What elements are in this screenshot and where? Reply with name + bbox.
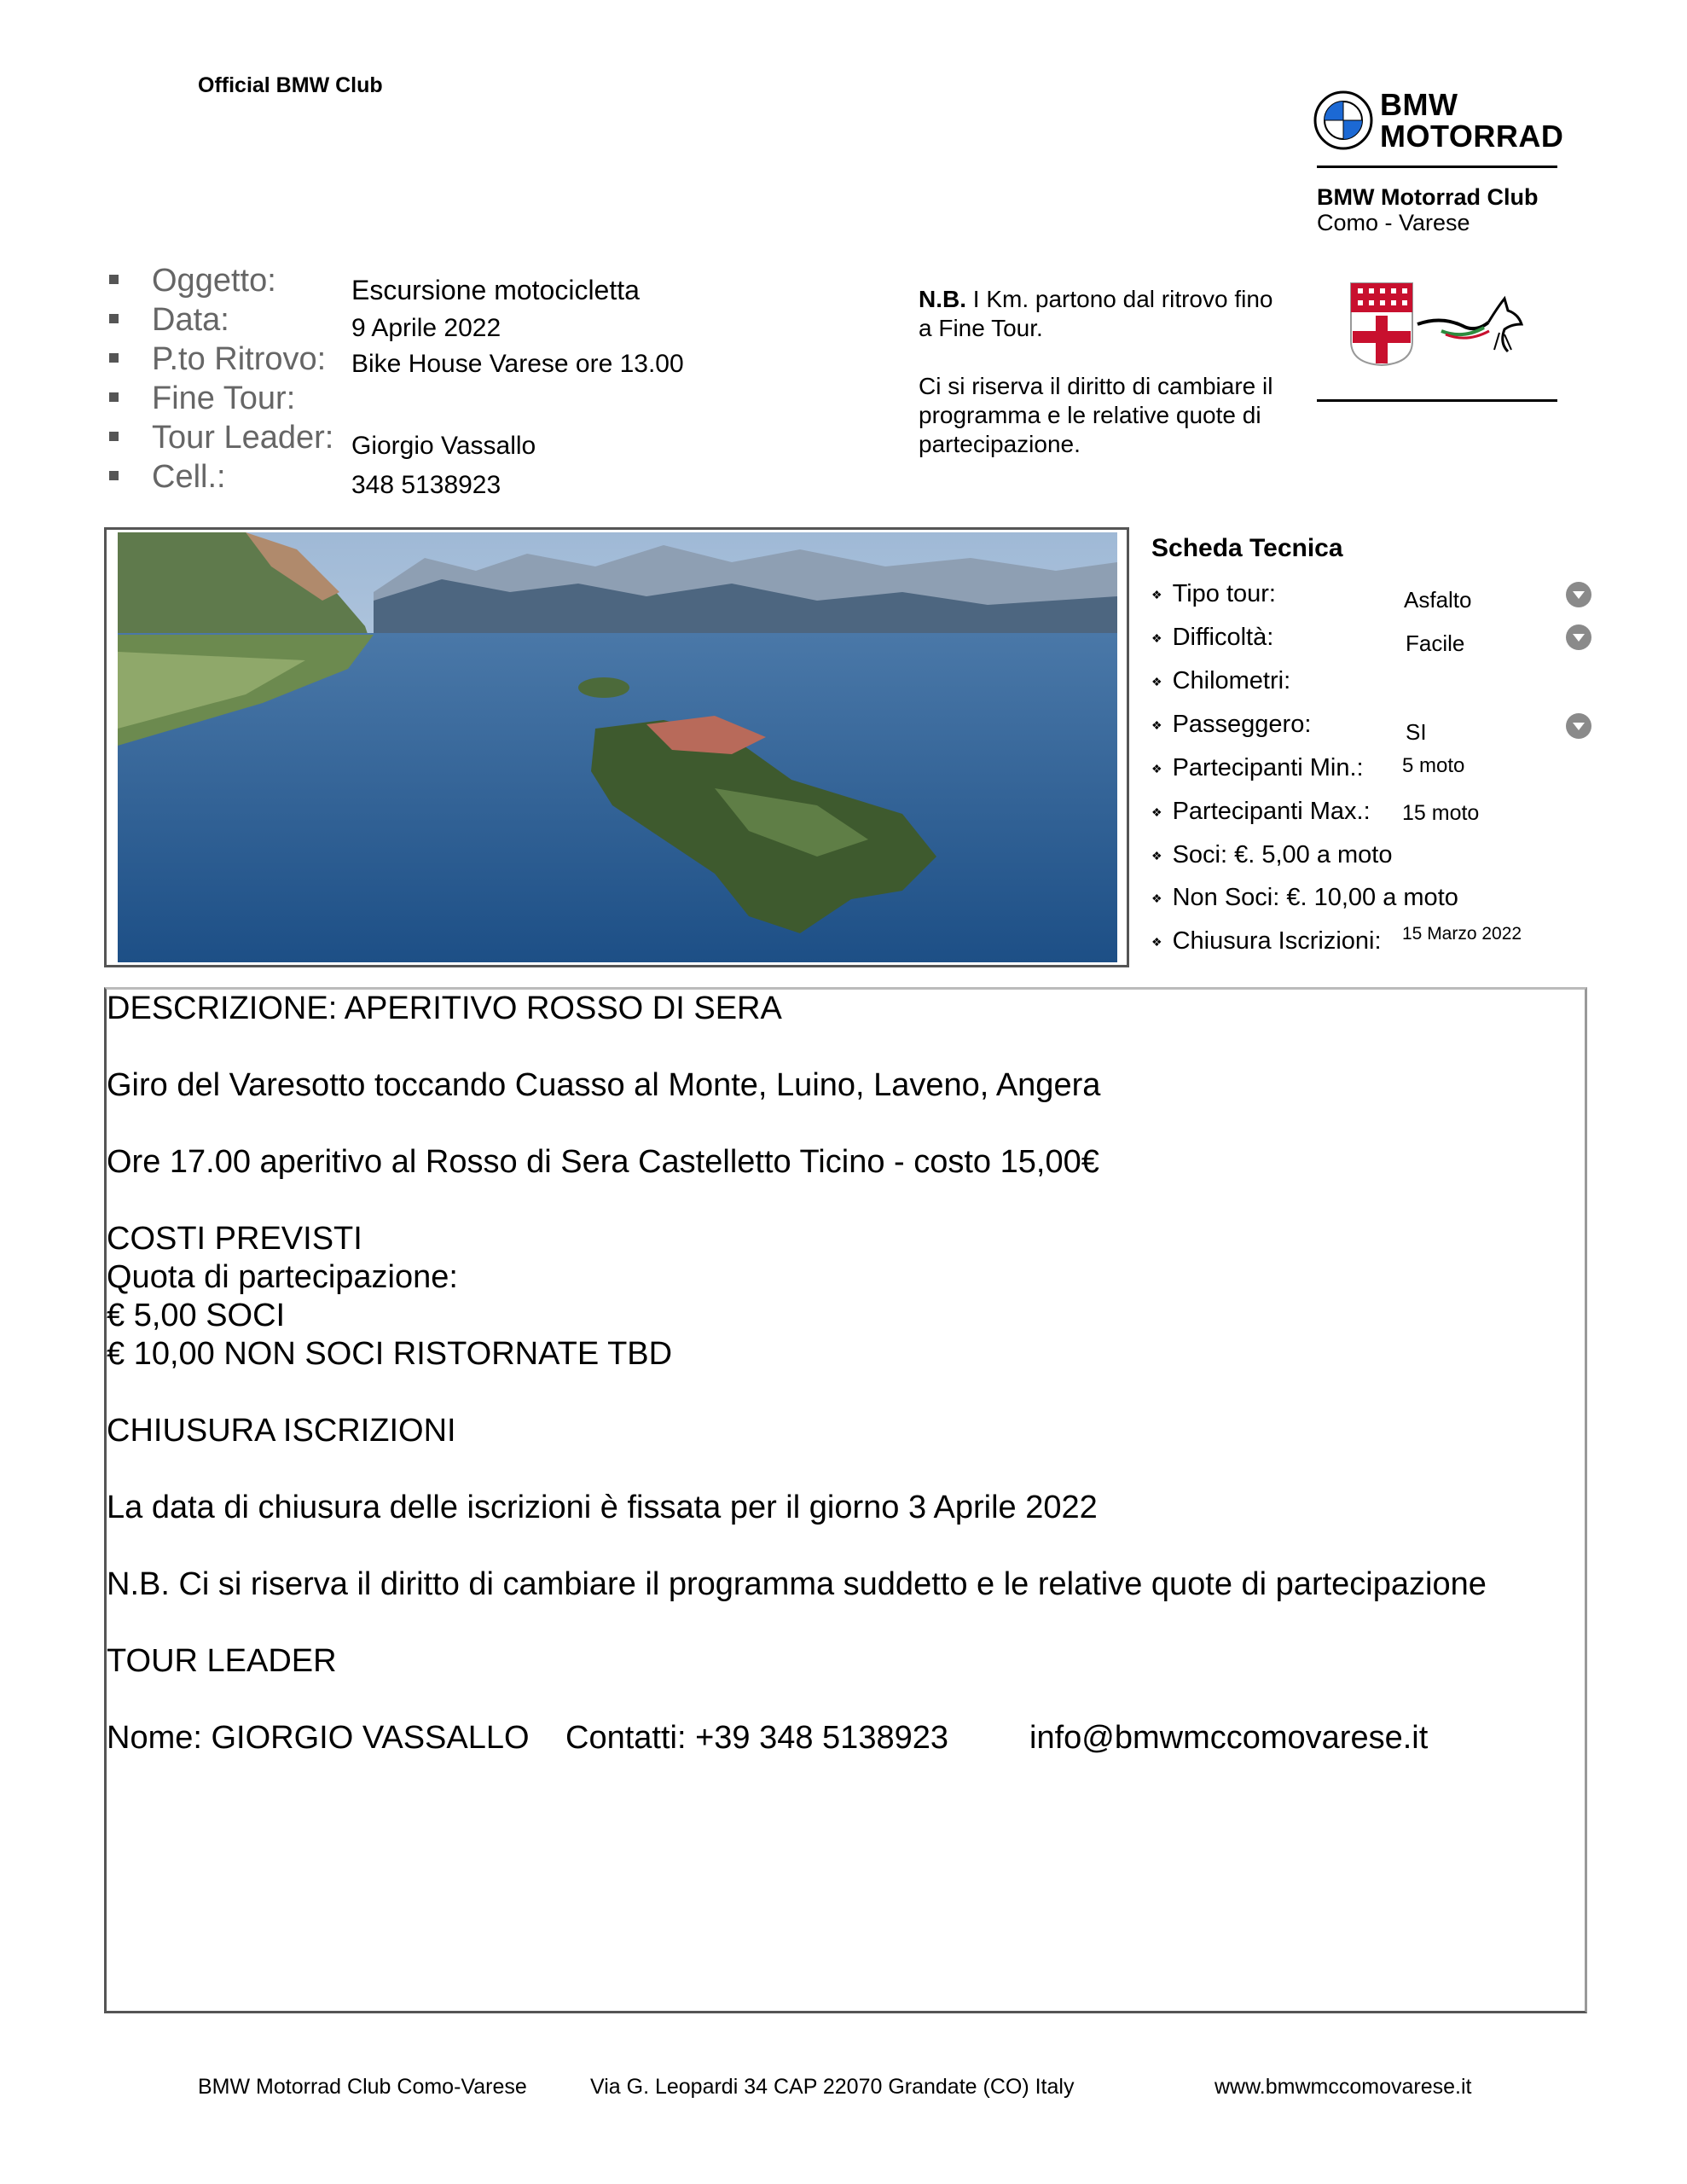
spec-label: ❖ Partecipanti Min.:	[1151, 754, 1364, 782]
bullet-icon	[109, 471, 119, 480]
info-value: Bike House Varese ore 13.00	[351, 350, 684, 378]
divider-top	[1317, 166, 1557, 168]
spec-label: ❖ Chiusura Iscrizioni:	[1151, 927, 1382, 956]
club-bird-emblem-icon	[1416, 290, 1527, 358]
bullet-icon	[109, 353, 119, 363]
spec-value: 15 moto	[1402, 801, 1480, 825]
leader-name: Nome: GIORGIO VASSALLO	[107, 1720, 530, 1756]
closing-date: La data di chiusura delle iscrizioni è fissata per il giorno 3 Aprile 2022	[107, 1490, 1098, 1525]
nb-line-2: Ci si riserva il diritto di cambiare il programma e le relative quote di partecipazione.	[919, 373, 1273, 457]
info-value: Giorgio Vassallo	[351, 432, 536, 460]
bullet-icon	[109, 275, 119, 284]
nb-note	[919, 285, 1277, 488]
info-label: P.to Ritrovo:	[152, 341, 327, 377]
footer-address: Via G. Leopardi 34 CAP 22070 Grandate (CO) Italy	[590, 2075, 1075, 2099]
spec-label: ❖ Partecipanti Max.:	[1151, 798, 1371, 826]
spec-label: ❖ Passeggero:	[1151, 711, 1311, 739]
official-club-label: Official BMW Club	[198, 73, 383, 97]
spec-label: ❖ Non Soci: €. 10,00 a moto	[1151, 884, 1458, 912]
spec-label: ❖ Difficoltà:	[1151, 624, 1273, 652]
footer-club: BMW Motorrad Club Como-Varese	[198, 2075, 527, 2099]
passeggero-dropdown-icon[interactable]	[1566, 713, 1591, 739]
divider-bottom	[1317, 399, 1557, 402]
brand-line-2: MOTORRAD	[1380, 119, 1564, 154]
nb-line-1: I Km. partono dal ritrovo fino a Fine Tour.	[919, 286, 1273, 341]
spec-value: Asfalto	[1404, 587, 1472, 613]
spec-label: ❖ Tipo tour:	[1151, 580, 1276, 608]
scheda-tecnica-title: Scheda Tecnica	[1151, 534, 1343, 562]
bullet-icon	[109, 392, 119, 402]
info-label: Cell.:	[152, 459, 226, 495]
spec-label: ❖ Soci: €. 5,00 a moto	[1151, 841, 1393, 869]
spec-value: Facile	[1406, 630, 1465, 656]
brand-line-1: BMW	[1380, 87, 1458, 122]
spec-value: 5 moto	[1402, 754, 1465, 777]
info-value: Escursione motocicletta	[351, 275, 640, 305]
description-title: DESCRIZIONE: APERITIVO ROSSO DI SERA	[107, 990, 782, 1026]
leader-contacts: Contatti: +39 348 5138923	[565, 1720, 948, 1756]
bullet-icon	[109, 432, 119, 441]
leader-email-link[interactable]: info@bmwmccomovarese.it	[1029, 1720, 1429, 1756]
bmw-motorrad-wordmark	[1380, 89, 1563, 152]
tipo-tour-dropdown-icon[interactable]	[1566, 582, 1591, 607]
spec-value: SI	[1406, 719, 1427, 745]
costs-non-soci: € 10,00 NON SOCI RISTORNATE TBD	[107, 1336, 673, 1372]
info-value: 9 Aprile 2022	[351, 314, 501, 342]
description-box	[104, 987, 1587, 2013]
nb-bold: N.B.	[919, 286, 966, 312]
info-label: Data:	[152, 302, 229, 338]
info-label: Tour Leader:	[152, 420, 334, 456]
lake-island-photo	[118, 532, 1117, 962]
costs-soci: € 5,00 SOCI	[107, 1298, 286, 1333]
costs-quota: Quota di partecipazione:	[107, 1259, 458, 1295]
costs-title: COSTI PREVISTI	[107, 1221, 362, 1257]
club-name: BMW Motorrad Club	[1317, 184, 1539, 210]
info-value: 348 5138923	[351, 471, 501, 499]
como-varese-shield-icon	[1349, 282, 1414, 367]
bmw-roundel-logo	[1313, 90, 1373, 150]
description-route: Giro del Varesotto toccando Cuasso al Monte, Luino, Laveno, Angera	[107, 1067, 1101, 1103]
difficolta-dropdown-icon[interactable]	[1566, 624, 1591, 650]
leader-title: TOUR LEADER	[107, 1643, 337, 1679]
info-label: Fine Tour:	[152, 380, 296, 416]
closing-title: CHIUSURA ISCRIZIONI	[107, 1413, 456, 1449]
footer-website-link[interactable]: www.bmwmccomovarese.it	[1215, 2075, 1472, 2099]
club-name-block	[1317, 184, 1538, 235]
spec-label: ❖ Chilometri:	[1151, 667, 1290, 695]
spec-value: 15 Marzo 2022	[1402, 924, 1522, 944]
description-nb: N.B. Ci si riserva il diritto di cambiare il programma suddetto e le relative quote di partecipazione	[107, 1566, 1487, 1602]
description-aperitivo: Ore 17.00 aperitivo al Rosso di Sera Castelletto Ticino - costo 15,00€	[107, 1144, 1099, 1180]
club-city: Como - Varese	[1317, 210, 1470, 235]
info-label: Oggetto:	[152, 263, 276, 299]
bullet-icon	[109, 314, 119, 323]
